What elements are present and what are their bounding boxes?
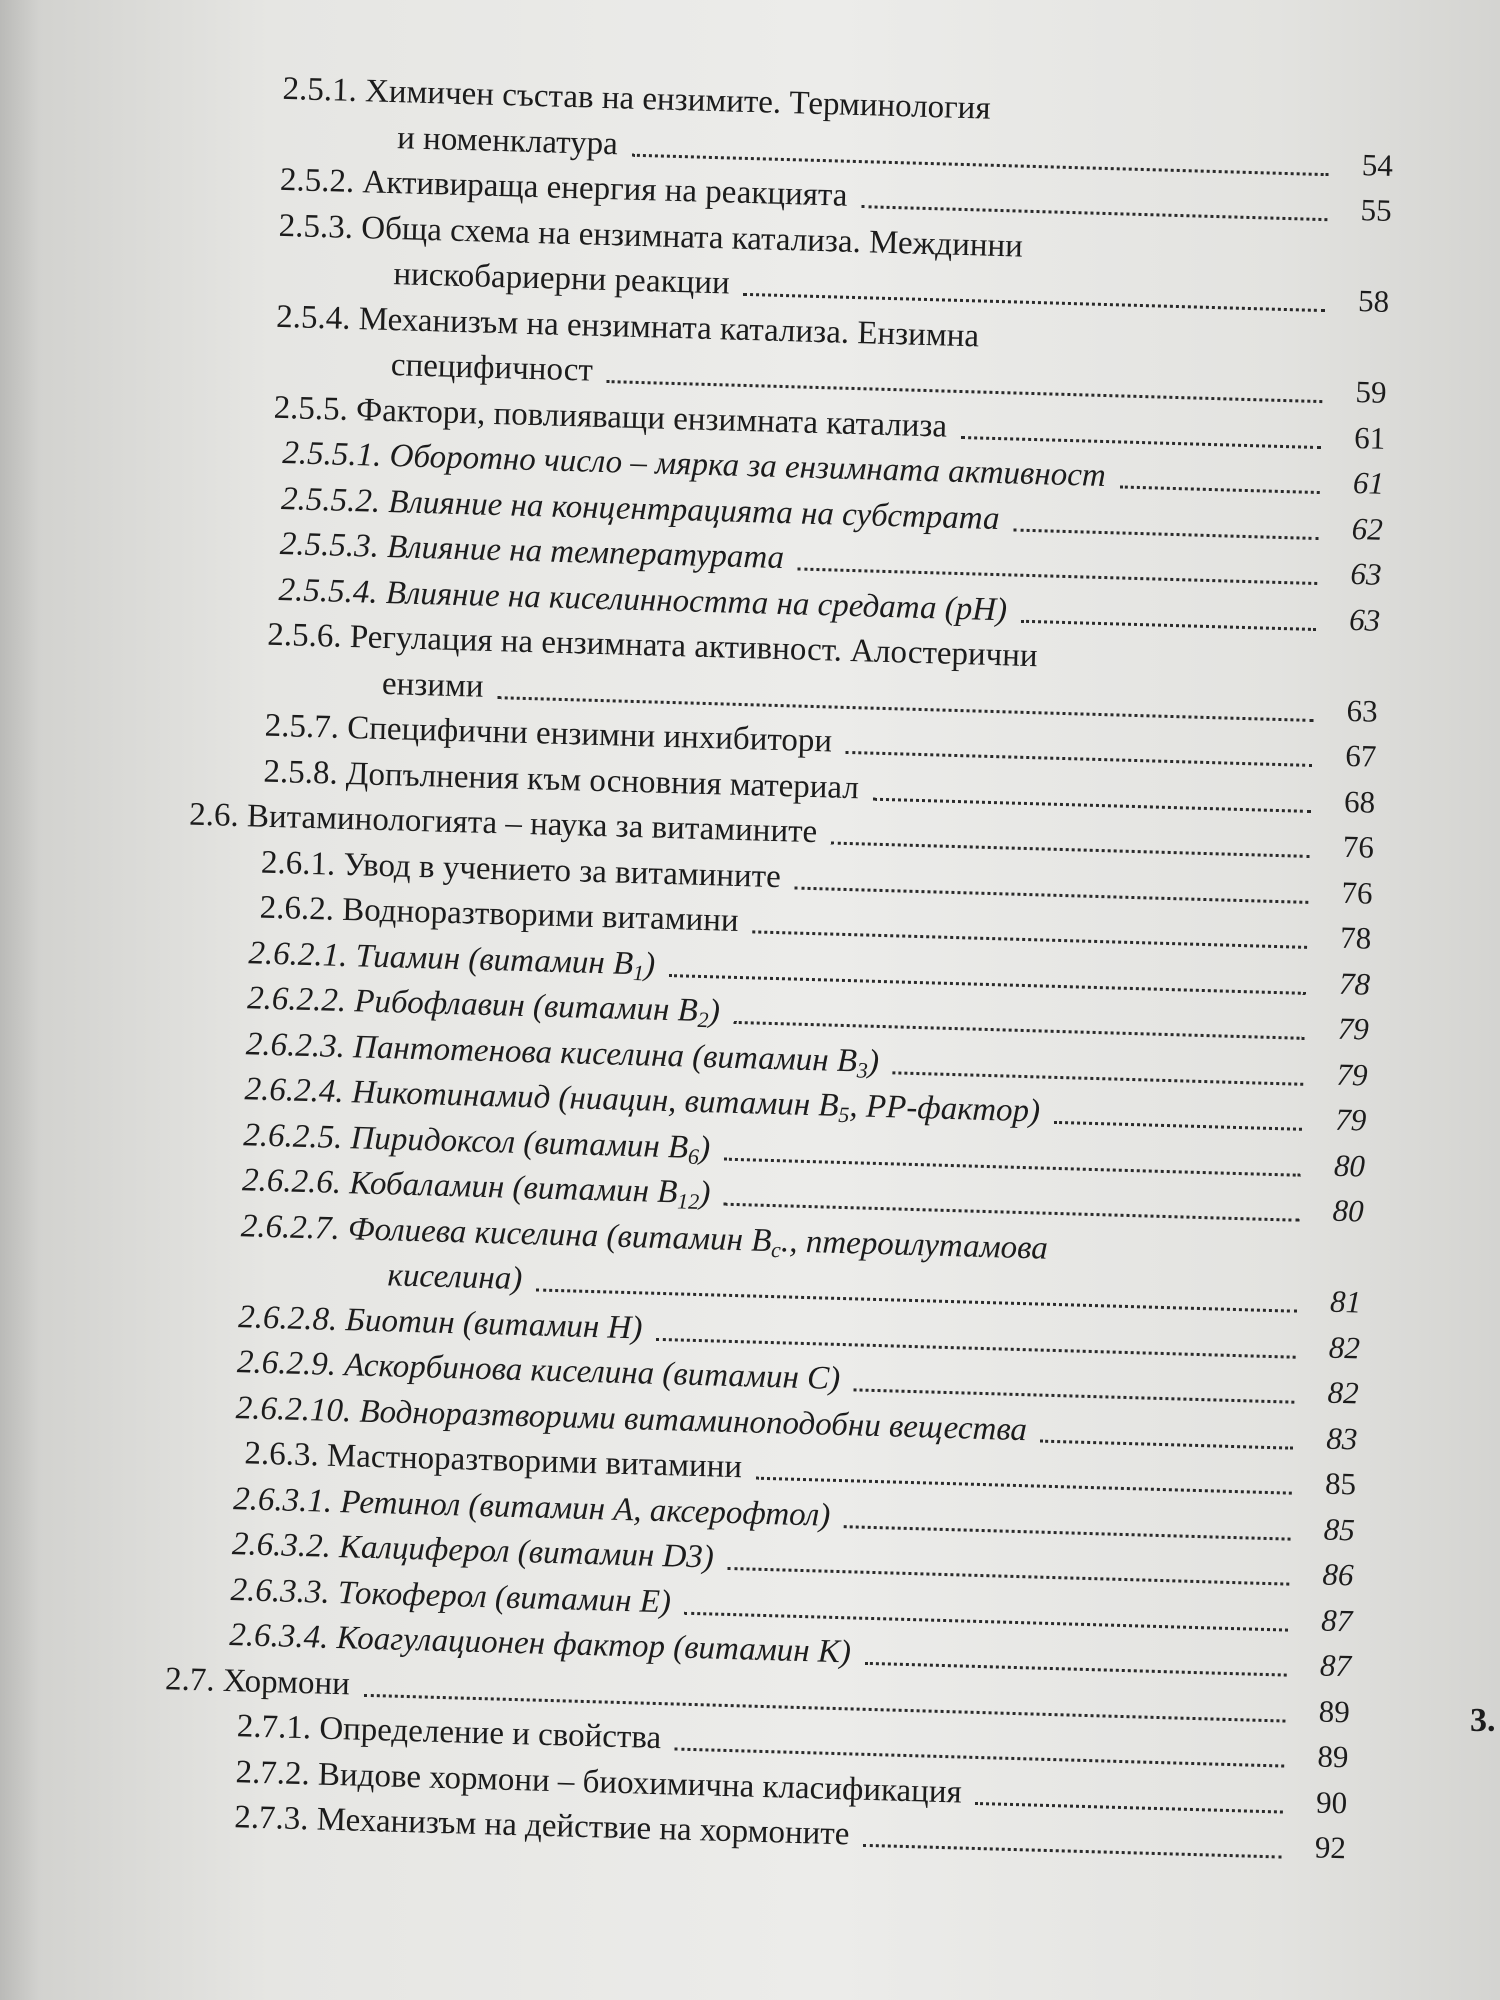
toc-entry[interactable] <box>263 752 859 807</box>
dot-leader <box>734 1021 1305 1040</box>
dot-leader <box>961 436 1321 449</box>
toc-entry-title: Фолиева киселина (витамин B <box>347 1210 772 1259</box>
toc-entry-number: 2.5.5.3. <box>279 526 380 565</box>
toc-page-number: 83 <box>1325 1420 1358 1456</box>
dot-leader <box>1054 1121 1302 1131</box>
toc-entry-title: Биотин (витамин H) <box>345 1301 643 1346</box>
toc-entry-number: 2.7.1. <box>236 1708 312 1747</box>
toc-entry-title: Тиамин (витамин B <box>355 937 634 982</box>
toc-entry-number: 2.6.2. <box>259 889 335 928</box>
toc-entry-title: Оборотно число – мярка за ензимната активност <box>389 438 1107 495</box>
toc-entry-title: Определение и свойства <box>318 1710 662 1757</box>
toc-entry-title: Видове хормони – биохимична класификация <box>317 1756 963 1811</box>
toc-entry[interactable] <box>259 889 739 940</box>
toc-entry-number: 2.6.2.10. <box>235 1389 352 1429</box>
toc-entry-title: Мастноразтворими витамини <box>326 1437 743 1486</box>
subscript: 2 <box>697 1006 709 1033</box>
edge-section-marker: 3. <box>1470 1702 1496 1739</box>
toc-entry-title: Активираща енергия на реакцията <box>362 164 848 214</box>
dot-leader <box>632 153 1329 175</box>
toc-page-number: 68 <box>1343 783 1376 820</box>
toc-entry-number: 2.5.2. <box>279 161 355 200</box>
dot-leader <box>873 797 1311 812</box>
toc-page-number: 90 <box>1315 1783 1348 1820</box>
toc-entry[interactable] <box>282 70 991 128</box>
toc-entry-number: 2.6.3.4. <box>228 1617 329 1656</box>
toc-page-number: 79 <box>1336 1056 1369 1093</box>
dot-leader <box>975 1801 1283 1813</box>
toc-page-number: 87 <box>1320 1602 1353 1638</box>
dot-leader <box>1014 528 1319 540</box>
toc-entry-number: 2.6.3. <box>244 1435 320 1474</box>
toc-entry-title-tail: , PP-фактор) <box>849 1088 1041 1130</box>
toc-page-number: 76 <box>1342 828 1375 865</box>
dot-leader <box>1120 485 1320 494</box>
toc-page-number: 80 <box>1333 1147 1366 1184</box>
toc-entry-number: 2.5.6. <box>266 616 343 655</box>
toc-entry-title-tail: ) <box>708 993 721 1030</box>
toc-page-number: 62 <box>1351 510 1384 547</box>
toc-entry[interactable] <box>279 525 784 577</box>
toc-page-number: 58 <box>1357 283 1390 319</box>
toc-entry-number: 2.6.1. <box>260 844 336 883</box>
toc-entry-title: Водноразтворими витаминоподобни вещества <box>358 1393 1028 1448</box>
toc-entry-number: 2.7.2. <box>235 1753 311 1792</box>
toc-entry-continuation: нискобариерни реакции <box>392 256 731 302</box>
subscript: 6 <box>687 1143 700 1169</box>
subscript: 1 <box>632 959 645 985</box>
subscript: c <box>770 1236 782 1262</box>
subscript: 3 <box>856 1056 869 1083</box>
toc-page-number: 59 <box>1355 374 1388 410</box>
toc-entry-title: Никотинамид (ниацин, витамин B <box>351 1074 840 1124</box>
toc-entry[interactable] <box>244 1434 743 1486</box>
toc-entry[interactable] <box>264 707 832 761</box>
toc-entry-number: 2.6.3.2. <box>231 1526 332 1565</box>
toc-entry-title: Ретинол (витамин A, аксерофтол) <box>339 1483 831 1534</box>
dot-leader <box>684 1611 1288 1631</box>
toc-entry-number: 2.5.3. <box>278 207 354 246</box>
toc-entry[interactable] <box>238 1298 643 1347</box>
toc-entry-title: Влияние на концентрацията на субстрата <box>387 483 1001 537</box>
toc-entry[interactable] <box>278 206 1023 265</box>
toc-page-number: 85 <box>1323 1511 1356 1547</box>
dot-leader <box>1040 1439 1293 1449</box>
toc-entry[interactable] <box>236 1707 661 1757</box>
toc-entry-number: 2.5.5.2. <box>280 480 381 520</box>
toc-entry-number: 2.5.7. <box>264 707 340 746</box>
toc-entry-number: 2.6. <box>188 796 240 834</box>
toc-entry-title: Химичен състав на ензимите. Терминология <box>364 73 992 127</box>
dot-leader <box>656 1337 1296 1358</box>
toc-page-number: 87 <box>1319 1647 1352 1684</box>
subscript: 5 <box>837 1101 850 1128</box>
toc-page-number: 55 <box>1360 192 1393 228</box>
toc-entry-title: Аскорбинова киселина (витамин C) <box>343 1347 841 1397</box>
dot-leader <box>844 1525 1291 1540</box>
toc-entry-number: 2.6.2.8. <box>237 1298 338 1338</box>
toc-entry-title: Увод в учението за витамините <box>342 846 782 895</box>
dot-leader <box>536 1288 1297 1312</box>
toc-entry[interactable] <box>280 161 848 215</box>
toc-entry-number: 2.6.2.1. <box>247 934 348 974</box>
toc-page-number: 79 <box>1337 1010 1370 1047</box>
toc-entry-number: 2.5.5.4. <box>278 571 379 611</box>
dot-leader <box>853 1388 1294 1403</box>
toc-page-number: 63 <box>1348 601 1381 638</box>
toc-entry[interactable] <box>237 1343 841 1398</box>
toc-entry-number: 2.6.3.3. <box>230 1571 331 1611</box>
toc-entry-continuation: ензими <box>381 665 485 705</box>
subscript: 12 <box>676 1188 700 1214</box>
toc-entry-title: Обща схема на ензимната катализа. Междинни <box>360 209 1024 265</box>
toc-entry-title: Водноразтворими витамини <box>341 891 740 939</box>
toc-entry-number: 2.5.5.1. <box>281 435 382 474</box>
toc-entry-continuation: и номенклатура <box>396 119 619 162</box>
toc-entry-continuation: специфичност <box>390 347 594 389</box>
toc-entry-title: Пантотенова киселина (витамин B <box>352 1028 858 1079</box>
dot-leader <box>756 1477 1292 1495</box>
toc-entry-title: Токоферол (витамин E) <box>337 1574 672 1620</box>
toc-entry[interactable] <box>230 1571 671 1621</box>
toc-entry-number: 2.6.2.5. <box>242 1116 343 1156</box>
toc-entry-title: Пиридоксол (витамин B <box>350 1119 689 1166</box>
dot-leader <box>727 1567 1289 1586</box>
toc-page-number: 67 <box>1344 737 1377 774</box>
toc-entry-title: Допълнения към основния материал <box>345 755 860 806</box>
toc-page-number: 81 <box>1329 1283 1362 1320</box>
toc-entry-number: 2.6.2.7. <box>240 1207 341 1247</box>
toc-entry-continuation: киселина) <box>387 1257 523 1298</box>
toc-entry-title: Кобаламин (витамин B <box>348 1165 678 1211</box>
toc-entry-title: Механизъм на действие на хормоните <box>316 1801 850 1853</box>
toc-entry[interactable] <box>165 1660 351 1703</box>
toc-entry-title: Механизъм на ензимната катализа. Ензимна <box>358 300 980 354</box>
toc-page-number: 54 <box>1361 146 1394 183</box>
toc-entry-title: Коагулационен фактор (витамин K) <box>336 1620 852 1671</box>
toc-entry-title: Влияние на температурата <box>386 529 785 577</box>
toc-entry[interactable] <box>260 843 781 896</box>
toc-entry-title: Фактори, повлияващи ензимната катализа <box>355 391 948 445</box>
toc-entry[interactable] <box>234 1798 850 1853</box>
toc-entry-title-tail: ) <box>698 1129 711 1166</box>
toc-entry-title: Регулация на ензимната активност. Алостерични <box>349 619 1039 675</box>
dot-leader <box>1021 619 1316 630</box>
toc-page-number: 78 <box>1339 919 1372 956</box>
toc-entry-number: 2.6.2.4. <box>244 1071 345 1111</box>
toc-page-number: 61 <box>1352 464 1385 501</box>
toc-entry-number: 2.6.3.1. <box>232 1480 333 1520</box>
dot-leader <box>862 205 1328 221</box>
dot-leader <box>831 842 1310 858</box>
dot-leader <box>797 567 1317 585</box>
toc-entry-title: Калциферол (витамин D3) <box>338 1529 715 1576</box>
toc-page-number: 85 <box>1324 1465 1357 1502</box>
toc-entry-number: 2.5.1. <box>282 70 358 109</box>
toc-entry-number: 2.6.2.2. <box>246 980 347 1020</box>
toc-entry[interactable] <box>229 1616 852 1671</box>
toc-entry[interactable] <box>231 1525 714 1576</box>
page-shadow <box>0 0 40 2000</box>
dot-leader <box>724 1157 1301 1176</box>
dot-leader <box>892 1071 1303 1085</box>
toc-entry-title: Специфични ензимни инхибитори <box>346 709 833 760</box>
toc-entry[interactable] <box>276 297 980 355</box>
dot-leader <box>724 1203 1300 1222</box>
toc-page-number: 92 <box>1314 1829 1347 1866</box>
toc-entry-number: 2.5.4. <box>275 298 351 337</box>
toc-entry-title: Хормони <box>222 1662 351 1702</box>
toc-entry-number: 2.7.3. <box>233 1799 310 1838</box>
dot-leader <box>865 1662 1287 1677</box>
toc-page-number: 79 <box>1334 1101 1367 1138</box>
dot-leader <box>794 886 1308 903</box>
toc-page-number: 89 <box>1316 1738 1349 1775</box>
toc-entry[interactable] <box>233 1480 831 1535</box>
toc-entry-number: 2.6.2.9. <box>236 1344 337 1383</box>
toc-entry-number: 2.5.5. <box>273 389 349 428</box>
dot-leader <box>669 974 1306 995</box>
dot-leader <box>674 1748 1284 1768</box>
toc-entry-title-tail: ., птероилутамова <box>780 1222 1049 1267</box>
toc-entry-number: 2.7. <box>164 1660 216 1699</box>
dot-leader <box>752 930 1307 948</box>
toc-entry-title-tail: ) <box>867 1043 880 1080</box>
toc-page-number: 82 <box>1328 1329 1361 1365</box>
toc-entry[interactable] <box>240 1207 1048 1277</box>
toc-page-number: 78 <box>1338 965 1371 1002</box>
toc-entry-title-tail: ) <box>643 945 656 983</box>
toc-entry-title: Рибофлавин (витамин B <box>353 983 699 1029</box>
toc-page-number: 63 <box>1350 555 1382 592</box>
toc-entry-number: 2.6.2.6. <box>241 1162 342 1201</box>
dot-leader <box>743 293 1325 312</box>
toc-page-number: 63 <box>1346 692 1379 729</box>
toc-page-number: 89 <box>1318 1692 1351 1729</box>
dot-leader <box>845 751 1312 767</box>
toc-entry-number: 2.5.8. <box>263 753 339 792</box>
toc-page-number: 82 <box>1327 1374 1360 1411</box>
dot-leader <box>863 1844 1282 1859</box>
toc-entry-title-tail: ) <box>698 1175 711 1212</box>
toc-entry-title: Витаминологията – наука за витамините <box>246 798 818 851</box>
toc-page-number: 61 <box>1353 419 1386 456</box>
toc-entry-title: Влияние на киселинността на средата (pH) <box>385 574 1008 628</box>
toc-page-number: 80 <box>1332 1192 1365 1229</box>
toc-entry-number: 2.6.2.3. <box>245 1025 346 1065</box>
toc-page-number: 76 <box>1341 874 1374 911</box>
toc-page-number: 86 <box>1322 1556 1355 1593</box>
